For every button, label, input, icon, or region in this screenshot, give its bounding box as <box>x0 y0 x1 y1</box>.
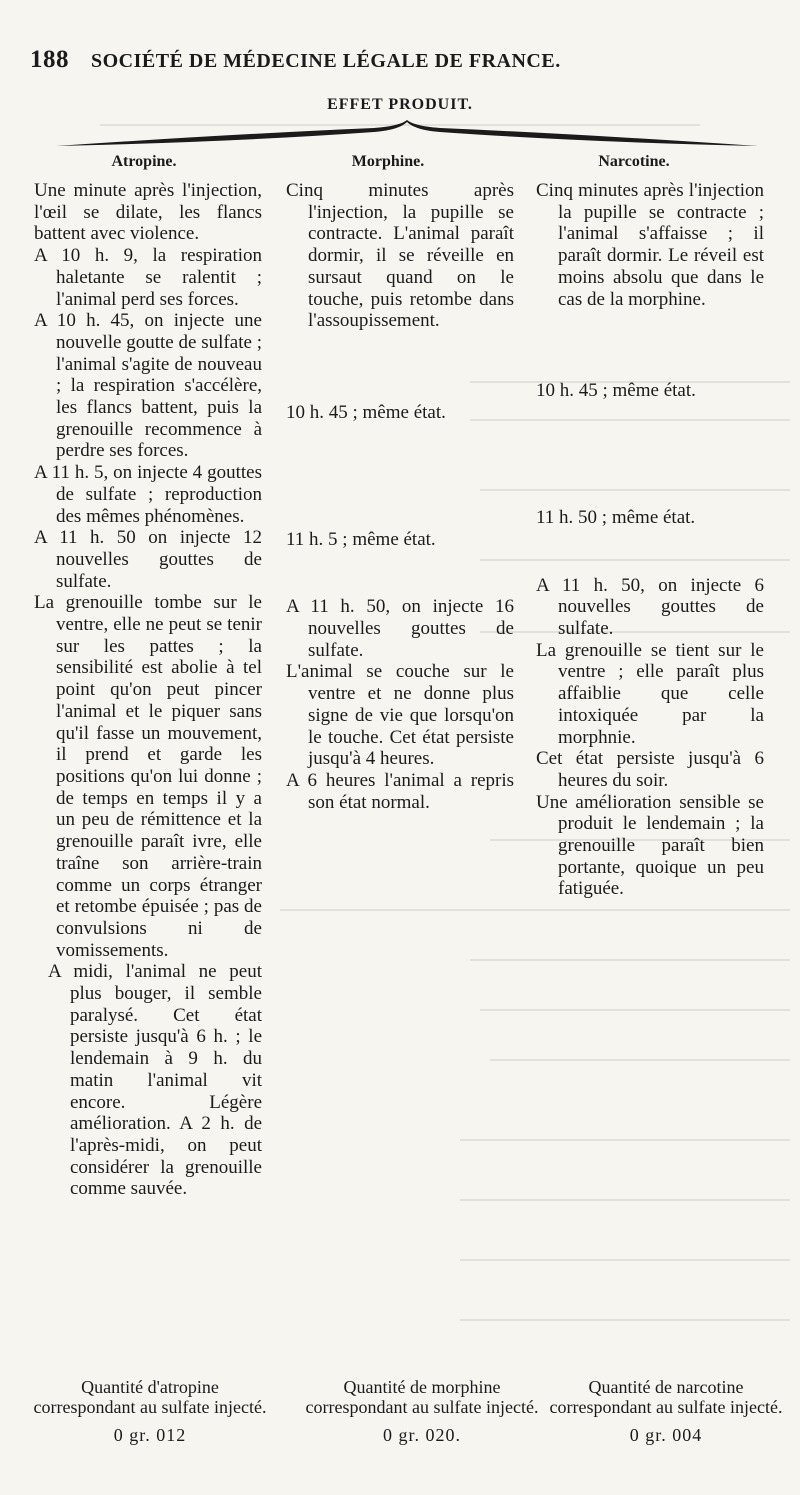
morphine-paragraph: L'animal se couche sur le ventre et ne donne plus signe de vie que lorsqu'on le touche. Cet état persiste jusqu'à 4 heures. <box>286 661 514 770</box>
footer-morphine <box>302 1377 542 1445</box>
column-morphine <box>286 180 514 813</box>
journal-title: SOCIÉTÉ DE MÉDECINE LÉGALE DE FRANCE. <box>91 50 561 72</box>
narcotine-paragraph: Une amélioration sensible se produit le lendemain ; la grenouille paraît bien portante, quoique un peu fatiguée. <box>536 791 764 900</box>
footer-narcotine-label: Quantité de narcotine correspondant au sulfate injecté. <box>549 1377 783 1417</box>
morphine-paragraph: A 11 h. 50, on injecte 16 nouvelles gouttes de sulfate. <box>286 596 514 661</box>
morphine-paragraph: Cinq minutes après l'injection, la pupille se contracte. L'animal paraît dormir, il se réveille en sursaut quand on le touche, puis retombe dans l'assoupissement. <box>286 180 514 332</box>
narcotine-paragraph: 10 h. 45 ; même état. <box>536 380 696 402</box>
ornamental-rule <box>54 120 760 150</box>
column-narcotine <box>536 180 764 900</box>
footer-narcotine-quantity: 0 gr. 004 <box>629 1425 703 1445</box>
narcotine-paragraph: Cet état persiste jusqu'à 6 heures du soir. <box>536 748 764 791</box>
atropine-paragraph: A 11 h. 5, on injecte 4 gouttes de sulfate ; reproduction des mêmes phénomènes. <box>34 462 262 527</box>
running-head <box>30 46 730 80</box>
column-atropine <box>34 180 262 1200</box>
atropine-paragraph: A 11 h. 50 on injecte 12 nouvelles gouttes de sulfate. <box>34 527 262 592</box>
section-title: EFFET PRODUIT. <box>327 96 473 113</box>
column-head-morphine: Morphine. <box>351 153 425 170</box>
narcotine-paragraph: 11 h. 50 ; même état. <box>536 506 696 528</box>
column-head-narcotine: Narcotine. <box>598 153 670 170</box>
column-head-atropine: Atropine. <box>111 153 177 170</box>
footer-morphine-label: Quantité de morphine correspondant au sulfate injecté. <box>305 1377 539 1417</box>
morphine-paragraph: 11 h. 5 ; même état. <box>286 528 436 550</box>
footer-atropine-quantity: 0 gr. 012 <box>113 1425 187 1445</box>
narcotine-paragraph: A 11 h. 50, on injecte 6 nouvelles gouttes de sulfate. <box>536 574 764 640</box>
atropine-paragraph: Une minute après l'injection, l'œil se dilate, les flancs battent avec violence. <box>34 180 262 245</box>
footer-atropine <box>30 1377 270 1445</box>
atropine-paragraph: A 10 h. 45, on injecte une nouvelle goutte de sulfate ; l'animal s'agite de nouveau ; la respiration s'accélère, les flancs battent, puis la grenouille recommence à perdre ses forces. <box>34 310 262 462</box>
atropine-paragraph: A 10 h. 9, la respiration haletante se ralentit ; l'animal perd ses forces. <box>34 245 262 310</box>
footer-narcotine <box>546 1377 786 1445</box>
morphine-paragraph: 10 h. 45 ; même état. <box>286 401 446 423</box>
narcotine-paragraph: Cinq minutes après l'injection la pupille se contracte ; l'animal s'affaisse ; il paraît dormir. Le réveil est moins absolu que dans le cas de la morphine. <box>536 180 764 310</box>
narcotine-paragraph: La grenouille se tient sur le ventre ; elle paraît plus affaiblie que celle intoxiquée par la morphnie. <box>536 639 764 748</box>
atropine-paragraph: A midi, l'animal ne peut plus bouger, il semble paralysé. Cet état persiste jusqu'à 6 h. ; le lendemain à 9 h. du matin l'animal vit encore. Légère amélioration. A 2 h. de l'après-midi, on peut considérer la grenouille comme sauvée. <box>48 961 262 1200</box>
page-number: 188 <box>30 46 69 73</box>
footer-atropine-label: Quantité d'atropine correspondant au sulfate injecté. <box>33 1377 267 1417</box>
morphine-paragraph: A 6 heures l'animal a repris son état normal. <box>286 769 514 813</box>
atropine-paragraph: La grenouille tombe sur le ventre, elle ne peut se tenir sur les pattes ; la sensibilité est abolie à tel point qu'on peut pincer l'animal et le piquer sans qu'il fasse un mouvement, il prend et garde les positions qu'on lui donne ; de temps en temps il y a un peu de rémittence et la grenouille paraît ivre, elle traîne son arrière-train comme un corps étranger et retombe épuisée ; pas de convulsions ni de vomissements. <box>34 592 262 961</box>
footer-morphine-quantity: 0 gr. 020. <box>382 1425 461 1445</box>
